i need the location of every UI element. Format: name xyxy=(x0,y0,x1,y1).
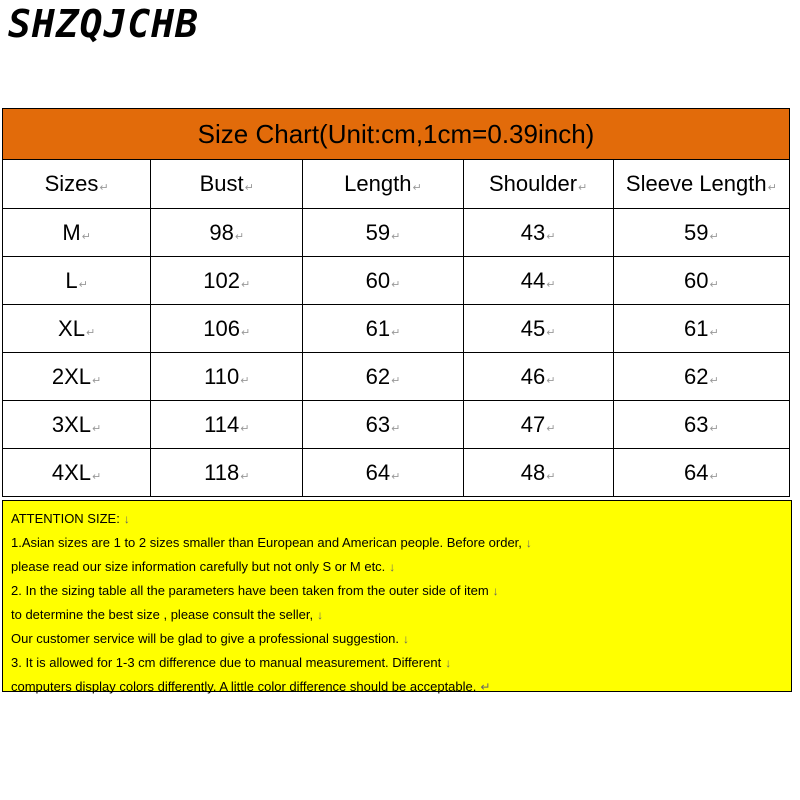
header-sizes: Sizes↵ xyxy=(3,160,151,209)
table-cell: 60↵ xyxy=(303,257,463,305)
size-chart-title: Size Chart(Unit:cm,1cm=0.39inch) xyxy=(3,109,790,160)
attention-line: computers display colors differently. A little color difference should be acceptable. ↵ xyxy=(11,679,491,694)
table-cell: XL↵ xyxy=(3,305,151,353)
table-cell: 60↵ xyxy=(613,257,789,305)
table-row xyxy=(3,449,790,497)
table-cell: 102↵ xyxy=(151,257,303,305)
table-row xyxy=(3,353,790,401)
table-cell: 48↵ xyxy=(463,449,613,497)
table-row xyxy=(3,257,790,305)
table-cell: 44↵ xyxy=(463,257,613,305)
brand-logo: SHZQJCHB xyxy=(8,2,200,46)
table-cell: 62↵ xyxy=(303,353,463,401)
table-cell: 59↵ xyxy=(613,209,789,257)
table-cell: 61↵ xyxy=(303,305,463,353)
table-cell: 63↵ xyxy=(303,401,463,449)
table-cell: 64↵ xyxy=(613,449,789,497)
attention-line: to determine the best size , please consult the seller, ↓ xyxy=(11,607,324,622)
attention-line: Our customer service will be glad to give a professional suggestion. ↓ xyxy=(11,631,410,646)
table-cell: 64↵ xyxy=(303,449,463,497)
table-cell: 59↵ xyxy=(303,209,463,257)
table-cell: M↵ xyxy=(3,209,151,257)
table-cell: 47↵ xyxy=(463,401,613,449)
table-cell: 46↵ xyxy=(463,353,613,401)
attention-line: please read our size information carefully but not only S or M etc. ↓ xyxy=(11,559,396,574)
table-cell: 61↵ xyxy=(613,305,789,353)
table-cell: 106↵ xyxy=(151,305,303,353)
size-chart-table xyxy=(2,108,790,497)
table-cell: 3XL↵ xyxy=(3,401,151,449)
header-row xyxy=(3,160,790,209)
table-cell: 118↵ xyxy=(151,449,303,497)
table-cell: 2XL↵ xyxy=(3,353,151,401)
attention-box xyxy=(2,500,792,692)
table-cell: 4XL↵ xyxy=(3,449,151,497)
table-cell: 45↵ xyxy=(463,305,613,353)
attention-line: 2. In the sizing table all the parameters have been taken from the outer side of item ↓ xyxy=(11,583,499,598)
attention-line: 1.Asian sizes are 1 to 2 sizes smaller than European and American people. Before order, ↓ xyxy=(11,535,532,550)
table-cell: 43↵ xyxy=(463,209,613,257)
table-cell: 63↵ xyxy=(613,401,789,449)
table-cell: 62↵ xyxy=(613,353,789,401)
attention-line: 3. It is allowed for 1-3 cm difference due to manual measurement. Different ↓ xyxy=(11,655,452,670)
header-sleeve-length: Sleeve Length↵ xyxy=(613,160,789,209)
attention-heading: ATTENTION SIZE: ↓ xyxy=(11,511,130,526)
table-row xyxy=(3,209,790,257)
table-row xyxy=(3,401,790,449)
size-chart-title-row xyxy=(3,109,790,160)
header-shoulder: Shoulder↵ xyxy=(463,160,613,209)
table-cell: 98↵ xyxy=(151,209,303,257)
header-bust: Bust↵ xyxy=(151,160,303,209)
table-cell: 114↵ xyxy=(151,401,303,449)
header-length: Length↵ xyxy=(303,160,463,209)
table-cell: L↵ xyxy=(3,257,151,305)
table-row xyxy=(3,305,790,353)
table-cell: 110↵ xyxy=(151,353,303,401)
